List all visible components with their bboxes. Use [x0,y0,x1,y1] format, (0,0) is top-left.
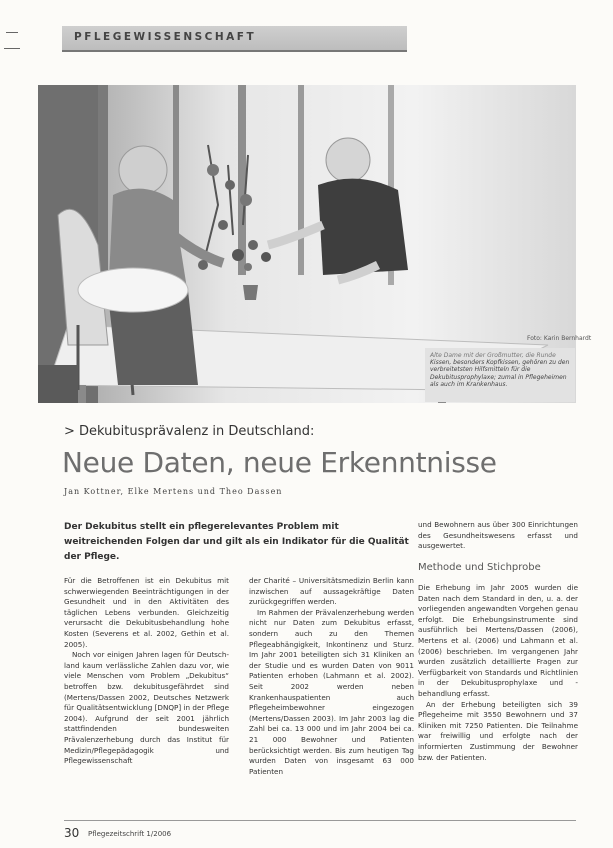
article-authors: Jan Kottner, Elke Mertens und Theo Dassen [64,487,283,496]
paragraph: der Charité – Universitätsmedizin Berlin kann inzwischen auf aussagekräftige Daten zurückgegriffen werden. [249,576,414,607]
paragraph: Noch vor einigen Jahren lagen für Deutschland kaum verlässliche Zahlen dazu vor, wie viele Menschen vom Problem „Dekubitus“ betroffen bzw. dekubitusgefährdet sind (Mertens/Dassen 2002, Deutsches Netzwerk für Qualitätsentwicklung [DNQP] in der Pflege 2004). Aufgrund der seit 2001 jährlich stattfindenden bundesweiten Prävalenzerhebung durch das Institut für Medizin/Pflegepädagogik und Pflegewissenschaft [64,650,229,766]
body-column-3-intro [418,520,578,552]
paragraph: An der Erhebung beteiligten sich 39 Pflegeheime mit 3550 Bewohnern und 37 Kliniken mit 7250 Patienten. Die Teilnahme war freiwillig und erfolgte nach der informierten Zustimmung der Bewohner bzw. der Patienten. [418,699,578,762]
footer-rule [64,820,576,821]
article-intro: Der Dekubitus stellt ein pflegerelevantes Problem mit weitreichenden Folgen dar und gilt als ein Indikator für die Qualität der Pflege. [64,522,409,562]
paragraph: Für die Betroffenen ist ein Dekubitus mit schwerwiegenden Beeinträchtigungen in der Gesundheit und in den Aktivitäten des täglichen Lebens verbunden. Gleichzeitig verursacht die Dekubitusbehandlung hohe Kosten (Severens et al. 2002, Gethin et al. 2005). [64,576,229,649]
caption-body: Kissen, besonders Kopfkissen, gehören zu den verbreitetsten Hilfsmitteln für die Dekubitusprophylaxe; zumal in Pflegeheimen als auch im Krankenhaus. [430,359,570,388]
article-title: Neue Daten, neue Erkenntnisse [62,446,497,479]
body-column-2 [249,576,414,777]
paragraph: Im Rahmen der Prävalenzerhebung werden nicht nur Daten zum Dekubitus erfasst, sondern auch zu den Themen Pflegeabhängigkeit, Inkontinenz und Sturz. Im Jahr 2001 beteiligten sich 31 Kliniken an der Studie und es wurden Daten von 9011 Patienten erhoben (Lahmann et al. 2002). Seit 2002 werden neben Krankenhauspatienten auch Pflegeheimbewohner eingezogen (Mertens/Dassen 2003). Im Jahr 2003 lag die Zahl bei ca. 13 000 und im Jahr 2004 bei ca. 21 000 Bewohner und Patienten berücksichtigt werden. Bis zum heutigen Tag wurden Daten von insgesamt 63 000 Patienten [249,607,414,776]
paragraph: Die Erhebung im Jahr 2005 wurden die Daten nach dem Standard in den, u. a. der vorliegenden angewandten Vorgehen genau erfolgt. Die Erhebungsinstrumente sind ausführlich bei Mertens/Dassen (2006), Mertens et al. (2006) und Lahmann et al. (2006) beschrieben. Im vergangenen Jahr wurden zusätzlich detaillierte Fragen zur Verfügbarkeit von Standards und Richtlinien in der Dekubitusprophylaxe und -behandlung erfasst. [418,583,578,698]
paragraph: und Bewohnern aus über 300 Einrichtungen des Gesundheitswesens erfasst und ausgewertet. [418,520,578,551]
scan-mark [6,32,18,33]
photo-caption [430,352,572,388]
body-column-3 [418,583,578,763]
article-kicker: > Dekubitusprävalenz in Deutschland: [64,424,315,439]
subheading-methode: Methode und Stichprobe [418,562,541,573]
body-column-1 [64,576,229,767]
page-number: 30 [64,826,80,840]
section-label: PFLEGEWISSENSCHAFT [74,31,257,43]
photo-credit: Foto: Karin Bernhardt [527,335,592,342]
journal-name: Pflegezeitschrift 1/2006 [88,830,172,838]
caption-top-line: Alte Dame mit der Großmutter, die Runde [430,352,556,359]
section-header [62,26,407,52]
scan-mark [4,48,20,49]
